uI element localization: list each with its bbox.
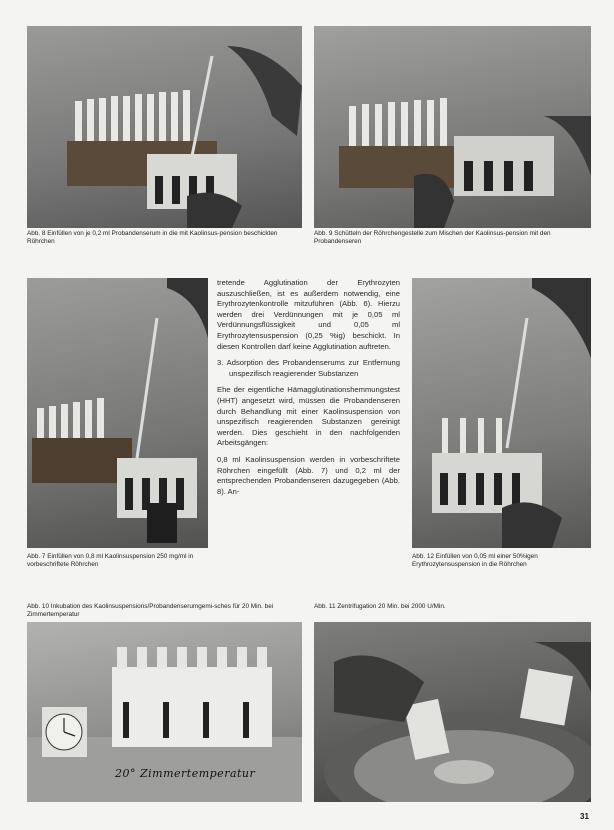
caption-abb9: Abb. 9 Schütteln der Röhrchengestelle zum Mischen der Kaolinsus-pension mit den Probandenseren	[314, 230, 551, 245]
caption-abb11: Abb. 11 Zentrifugation 20 Min. bei 2000 U/Min.	[314, 603, 446, 610]
body-paragraph-1: tretende Agglutination der Erythrozyten auszuschließen, ist es außerdem notwendig, eine Erythrozytenkontrolle mitzuführen (Abb. 6). Hierzu werden drei Verdünnungen mit je 0,05 ml Verdünnungsflüssigkeit und 0,05 ml Erythrozytensuspension (0,25 %ig) beschickt. In diesen Kontrollen darf keine Agglutination auftreten.	[217, 278, 400, 351]
photo-abb9	[314, 26, 591, 228]
caption-abb12: Abb. 12 Einfüllen von 0,05 ml einer 50%igen Erythrozytensuspension in die Röhrchen	[412, 553, 538, 568]
caption-abb7: Abb. 7 Einfüllen von 0,8 ml Kaolinsuspension 250 mg/ml in vorbeschriftete Röhrchen	[27, 553, 194, 568]
photo-abb10	[27, 622, 302, 802]
page-number: 31	[580, 812, 589, 821]
caption-abb10: Abb. 10 Inkubation des Kaolinsuspensions/Probandenserumgemi-sches für 20 Min. bei Zimmertemperatur	[27, 603, 274, 618]
photo-abb8	[27, 26, 302, 228]
body-paragraph-3: 0,8 ml Kaolinsuspension werden in vorbeschriftete Röhrchen eingefüllt (Abb. 7) und 0,2 ml der entsprechenden Probandenseren dazugegeben (Abb. 8). An-	[217, 454, 400, 496]
photo-abb9-illustration	[314, 26, 591, 228]
photo-abb12	[412, 278, 591, 548]
caption-abb8: Abb. 8 Einfüllen von je 0,2 ml Probandenserum in die mit Kaolinsus-pension beschickten Röhrchen	[27, 230, 278, 245]
photo-abb11	[314, 622, 591, 802]
photo-abb12-illustration	[412, 278, 591, 548]
photo-abb7	[27, 278, 208, 548]
photo-abb7-illustration	[27, 278, 208, 548]
photo-abb11-illustration	[314, 622, 591, 802]
section-heading-3: 3. Adsorption des Probandenserums zur Entfernung unspezifisch reagierender Substanzen	[217, 358, 400, 378]
body-paragraph-2: Ehe der eigentliche Hämagglutinationshemmungstest (HHT) angesetzt wird, müssen die Probandenseren durch Behandlung mit einer Kaolinsuspension von unspezifisch reagierenden Substanzen gereinigt werden. Dies geschieht in den nachfolgenden Arbeitsgängen:	[217, 385, 400, 448]
handwritten-label: 20° Zimmertemperatur	[115, 767, 256, 780]
body-text	[217, 278, 400, 503]
photo-abb8-illustration	[27, 26, 302, 228]
